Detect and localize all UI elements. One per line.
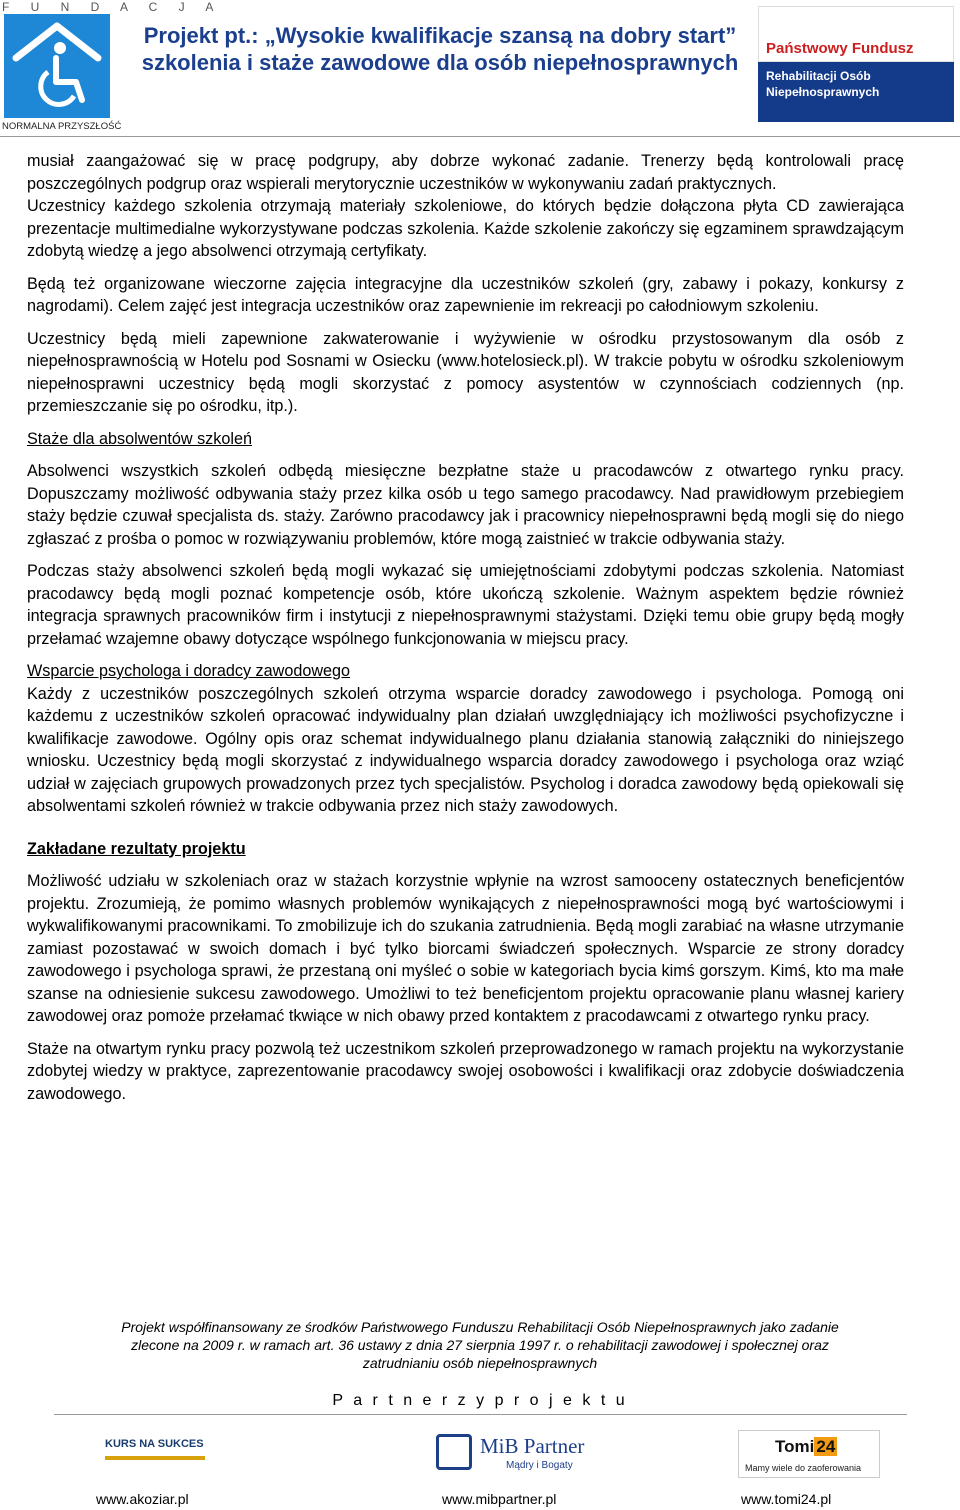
paragraph: Absolwenci wszystkich szkoleń odbędą miesięczne bezpłatne staże u pracodawców z otwartego rynku pracy. Dopuszczamy możliwość odbywania staży przez kilka osób u tego samego pracodawcy. Nad prawidłowym przebiegiem staży będzie czuwał specjalista ds. staży. Zarówno pracodawcy jak i pracownicy niepełnosprawni będą mogli się do niego zgłaszać z prośba o pomoc w rozwiązywaniu problemów, które mogą zaistnieć w trakcie odbywania staży. <box>27 462 904 548</box>
section-heading: Staże dla absolwentów szkoleń <box>27 429 252 448</box>
fundacja-letters: F U N D A C J A <box>2 0 223 14</box>
page-header <box>0 0 960 135</box>
fundacja-tagline: NORMALNA PRZYSZŁOŚĆ <box>2 121 122 132</box>
partner-url-akoziar[interactable]: www.akoziar.pl <box>96 1491 189 1507</box>
pfron-logo <box>758 6 954 120</box>
funding-note <box>30 1318 930 1372</box>
paragraph: Uczestnicy będą mieli zapewnione zakwaterowanie i wyżywienie w ośrodku przystosowanym dla osób z niepełnosprawnością w Hotelu pod Sosnami w Osiecku (www.hotelosieck.pl). W trakcie pobytu w ośrodku szkoleniowym niepełnosprawni uczestnicy będą mogli skorzystać z pomocy asystentów w czynnościach codziennych (np. przemieszczanie się po ośrodku, itp.). <box>27 329 904 415</box>
paragraph: Każdy z uczestników poszczególnych szkoleń otrzyma wsparcie doradcy zawodowego i psychologa. Pomogą oni każdemu z uczestników szkoleń opracować indywidualny plan działań uwzględniający ich możliwości psychofizyczne i kwalifikacje zawodowe. Ogólny opis oraz schemat indywidualnego planu działania stanowią załączniki do niniejszego wniosku. Uczestnicy będą mogli skorzystać z indywidualnego wsparcia doradcy zawodowego i psychologa oraz wziąć udział w zajęciach grupowych prowadzonych przez tych specjalistów. Psycholog i doradca zawodowy będą opiekowali się absolwentami szkoleń również w trakcie odbywania przez nich staży zawodowych. <box>27 684 904 815</box>
paragraph: Podczas staży absolwenci szkoleń będą mogli wykazać się umiejętnościami zdobytymi podczas szkolenia. Natomiast pracodawcy będą mogli poznać kompetencje osób, które ukończą szkolenie. Ważnym aspektem będzie również integracja sprawnych pracowników firm i instytucji z niepełnosprawnymi stażystami. Dzięki temu obie grupy będą mogły przełamać wzajemne obawy dotyczące wspólnego funkcjonowania w miejscu pracy. <box>27 562 904 648</box>
header-divider <box>0 136 960 137</box>
tomi24-logo <box>738 1430 880 1478</box>
paragraph: Będą też organizowane wieczorne zajęcia integracyjne dla uczestników szkoleń (gry, zabawy i pokazy, konkursy z nagrodami). Celem zajęć jest integracja uczestników oraz zapewnienie im rekreacji po całodniowym szkoleniu. <box>27 274 904 315</box>
partner-url-tomi24[interactable]: www.tomi24.pl <box>741 1491 832 1507</box>
paragraph: musiał zaangażować się w pracę podgrupy, aby dobrze wykonać zadanie. Trenerzy będą kontrolowali pracę poszczególnych podgrup oraz wspierali merytorycznie uczestników w wykonywaniu zadań praktycznych. <box>27 152 904 193</box>
section-heading: Zakładane rezultaty projektu <box>27 839 246 858</box>
mib-logo-text: MiB Partner <box>480 1434 585 1458</box>
paragraph: Możliwość udziału w szkoleniach oraz w stażach korzystnie wpłynie na wzrost samooceny ostatecznych beneficjentów projektu. Zrozumieją, że pomimo własnych problemów wynikających z niepełnosprawności mogą być wartościowymi i wykwalifikowanymi pracownikami. To zmobilizuje ich do szukania zatrudnienia. Będą mogli zarabiać na własne utrzymanie zamiast pozostawać w swoich domach i być tylko biorcami świadczeń społecznych. Wsparcie ze strony doradcy zawodowego i psychologa sprawi, że przestaną oni myśleć o sobie w kategoriach bycia kimś gorszym. Kimś, kto ma małe szanse na odniesienie sukcesu zawodowego. Umożliwi to też beneficjentom projektu opracowanie planu własnej kariery zawodowej oraz pomoże przełamać tkwiące w nich obawy przed kontaktem z pracodawcami z otwartego rynku pracy. <box>27 872 904 1025</box>
mib-logo-sub: Mądry i Bogaty <box>506 1460 573 1471</box>
kurs-logo-text: KURS NA SUKCES <box>105 1438 204 1450</box>
tomi-logo-text: Tomi <box>775 1437 815 1456</box>
mib-emblem-icon <box>436 1434 472 1470</box>
fundacja-logo <box>0 0 223 135</box>
funding-note-line: Projekt współfinansowany ze środków Państwowego Funduszu Rehabilitacji Osób Niepełnosprawnych jako zadanie <box>121 1319 839 1335</box>
paragraph: Staże na otwartym rynku pracy pozwolą też uczestnikom szkoleń przeprowadzonego w ramach projektu na wykorzystanie zdobytej wiedzy w praktyce, zaprezentowanie pracodawcy swojej osobowości i kwalifikacji oraz zdobycie doświadczenia zawodowego. <box>27 1039 904 1103</box>
funding-note-line: zatrudnianiu osób niepełnosprawnych <box>362 1355 598 1371</box>
paragraph: Uczestnicy każdego szkolenia otrzymają materiały szkoleniowe, do których będzie dołączona płyta CD zawierająca prezentacje multimedialne wykorzystywane podczas szkolenia. Każde szkolenie zakończy się egzaminem sprawdzającym zdobytą wiedzę a jego absolwenci otrzymają certyfikaty. <box>27 197 904 260</box>
pfron-line3: Niepełnosprawnych <box>766 85 880 99</box>
mib-partner-logo <box>436 1430 591 1478</box>
partners-label: P a r t n e r z y p r o j e k t u <box>332 1392 628 1409</box>
wheelchair-house-icon <box>4 14 110 118</box>
funding-note-line: zlecone na 2009 r. w ramach art. 36 ustawy z dnia 27 sierpnia 1997 r. o rehabilitacji zawodowej i społecznej oraz <box>131 1337 829 1353</box>
footer-divider <box>54 1414 907 1415</box>
page-title: Projekt pt.: „Wysokie kwalifikacje szansą na dobry start” szkolenia i staże zawodowe dla osób niepełnosprawnych <box>141 23 739 75</box>
pfron-line1: Państwowy Fundusz <box>766 40 914 57</box>
partner-url-mibpartner[interactable]: www.mibpartner.pl <box>442 1491 557 1507</box>
section-heading: Wsparcie psychologa i doradcy zawodowego <box>27 662 351 680</box>
document-body <box>27 150 904 1115</box>
kurs-na-sukces-logo <box>95 1430 215 1478</box>
tomi-logo-sub: Mamy wiele do zaoferowania <box>745 1463 862 1473</box>
pfron-line2: Rehabilitacji Osób <box>766 69 871 83</box>
tomi-logo-num: 24 <box>816 1437 836 1456</box>
